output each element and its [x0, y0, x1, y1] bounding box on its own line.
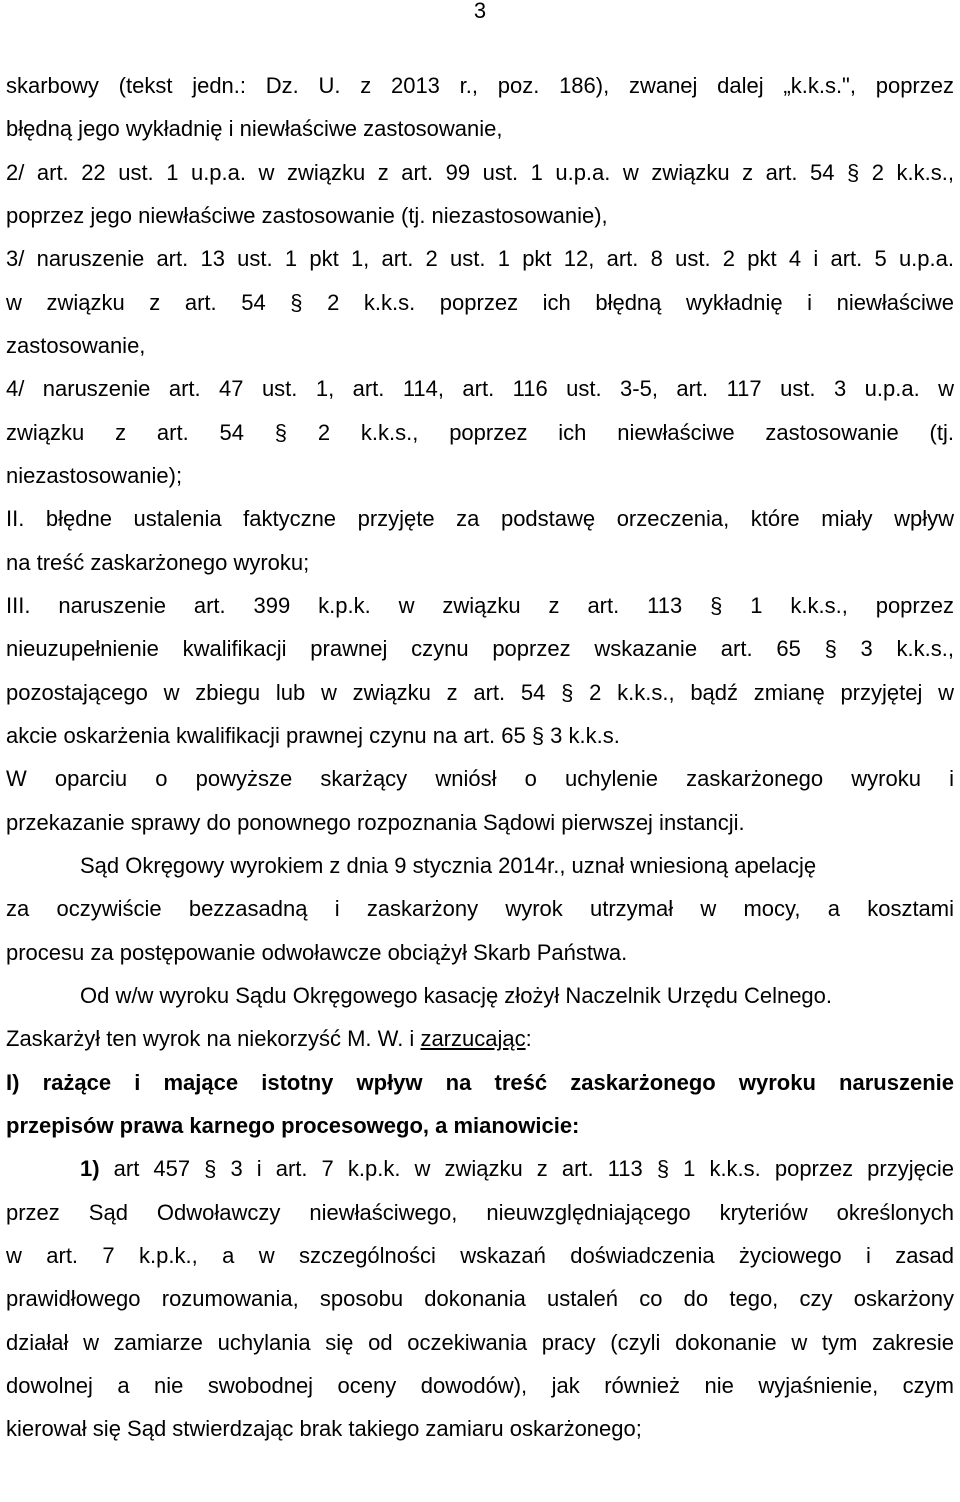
text-segment: :: [525, 1026, 532, 1051]
text-segment: III. naruszenie art. 399 k.p.k. w związku z art. 113: [6, 593, 711, 618]
text-segment: 1 k.k.s., poprzez: [722, 593, 954, 618]
text-segment: art 457: [99, 1156, 205, 1181]
text-segment: pozostającego w zbiegu lub w związku z art. 54: [6, 680, 562, 705]
text-line: [6, 593, 954, 619]
text-line: [80, 1156, 954, 1182]
text-line: skarbowy (tekst jedn.: Dz. U. z 2013 r., poz. 186), zwanej dalej „k.k.s.", poprzez: [6, 73, 954, 98]
text-segment: Zaskarżył ten wyrok na niekorzyść M. W. i: [6, 1026, 421, 1051]
section-sign: §: [204, 1156, 217, 1181]
underlined-word: zarzucając: [420, 1026, 526, 1051]
text-segment: 2 k.k.s., bądź zmianę przyjętej w: [573, 680, 955, 705]
text-line: II. błędne ustalenia faktyczne przyjęte za podstawę orzeczenia, które miały wpływ: [6, 506, 954, 531]
text-line: [6, 290, 954, 316]
section-sign: §: [531, 723, 545, 748]
text-segment: 3 i art. 7 k.p.k. w związku z art. 113: [216, 1156, 657, 1181]
text-segment: 1 k.k.s. poprzez przyjęcie: [669, 1156, 954, 1181]
text-line: [6, 1026, 954, 1052]
page-number: 3: [473, 0, 487, 23]
text-segment: akcie oskarżenia kwalifikacji prawnej czynu na art. 65: [6, 723, 532, 748]
text-segment: 2 k.k.s.,: [859, 160, 954, 185]
text-line: niezastosowanie);: [6, 463, 183, 488]
text-line: [6, 723, 954, 749]
text-line: przez Sąd Odwoławczy niewłaściwego, nieuwzględniającego kryteriów określonych: [6, 1200, 954, 1225]
bold-heading-line: przepisów prawa karnego procesowego, a mianowicie:: [6, 1113, 580, 1138]
section-sign: §: [656, 1156, 670, 1181]
text-line: procesu za postępowanie odwoławcze obciążył Skarb Państwa.: [6, 940, 628, 965]
text-line: W oparciu o powyższe skarżący wniósł o uchylenie zaskarżonego wyroku i: [6, 766, 954, 791]
text-line: za oczywiście bezzasadną i zaskarżony wyrok utrzymał w mocy, a kosztami: [6, 896, 954, 921]
section-sign: §: [824, 636, 837, 661]
text-segment: 2 k.k.s. poprzez ich błędną wykładnię i niewłaściwe: [302, 290, 954, 315]
section-sign: §: [274, 420, 288, 445]
text-line: działał w zamiarze uchylania się od oczekiwania pracy (czyli dokonanie w tym zakresie: [6, 1330, 954, 1355]
text-line: [6, 636, 954, 662]
text-line: Od w/w wyroku Sądu Okręgowego kasację złożył Naczelnik Urzędu Celnego.: [80, 983, 833, 1008]
text-line: zastosowanie,: [6, 333, 146, 358]
text-line: 4/ naruszenie art. 47 ust. 1, art. 114, art. 116 ust. 3-5, art. 117 ust. 3 u.p.a. w: [6, 376, 954, 401]
text-segment: nieuzupełnienie kwalifikacji prawnej czynu poprzez wskazanie art. 65: [6, 636, 825, 661]
text-line: przekazanie sprawy do ponownego rozpoznania Sądowi pierwszej instancji.: [6, 810, 745, 835]
list-marker: 1): [80, 1156, 100, 1181]
section-sign: §: [846, 160, 860, 185]
text-line: [6, 680, 954, 706]
text-line: prawidłowego rozumowania, sposobu dokonania ustaleń co do tego, czy oskarżony: [6, 1286, 954, 1311]
text-line: błędną jego wykładnię i niewłaściwe zastosowanie,: [6, 116, 503, 141]
text-line: w art. 7 k.p.k., a w szczególności wskazań doświadczenia życiowego i zasad: [6, 1243, 954, 1268]
text-line: dowolnej a nie swobodnej oceny dowodów), jak również nie wyjaśnienie, czym: [6, 1373, 954, 1398]
text-line: [6, 420, 954, 446]
text-line: Sąd Okręgowy wyrokiem z dnia 9 stycznia 2014r., uznał wniesioną apelację: [80, 853, 817, 878]
section-sign: §: [710, 593, 723, 618]
text-line: poprzez jego niewłaściwe zastosowanie (tj. niezastosowanie),: [6, 203, 608, 228]
text-line: [6, 160, 954, 186]
text-segment: w związku z art. 54: [6, 290, 291, 315]
text-segment: związku z art. 54: [6, 420, 275, 445]
text-line: na treść zaskarżonego wyroku;: [6, 550, 310, 575]
section-sign: §: [561, 680, 574, 705]
text-segment: 2 k.k.s., poprzez ich niewłaściwe zastosowanie (tj.: [287, 420, 954, 445]
text-segment: 3 k.k.s.,: [836, 636, 954, 661]
section-sign: §: [290, 290, 303, 315]
text-line: 3/ naruszenie art. 13 ust. 1 pkt 1, art. 2 ust. 1 pkt 12, art. 8 ust. 2 pkt 4 i art. 5 u.p.a.: [6, 246, 954, 271]
bold-heading-line: I) rażące i mające istotny wpływ na treść zaskarżonego wyroku naruszenie: [6, 1070, 954, 1095]
text-segment: 2/ art. 22 ust. 1 u.p.a. w związku z art. 99 ust. 1 u.p.a. w związku z art. 54: [6, 160, 847, 185]
text-line: kierował się Sąd stwierdzając brak takiego zamiaru oskarżonego;: [6, 1416, 642, 1441]
text-segment: 3 k.k.s.: [544, 723, 620, 748]
